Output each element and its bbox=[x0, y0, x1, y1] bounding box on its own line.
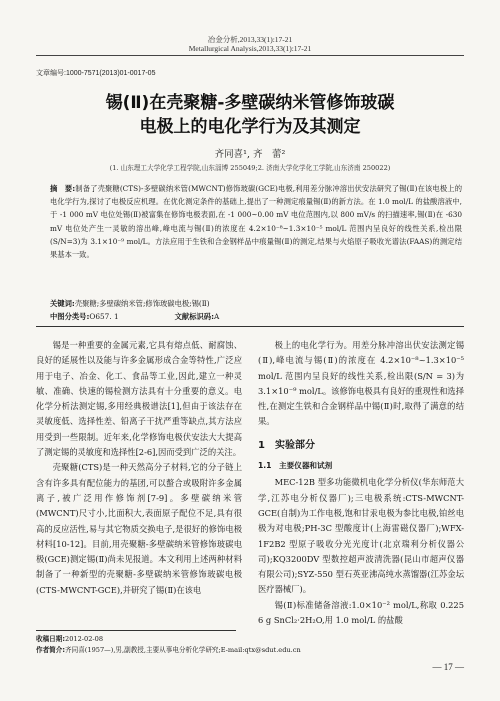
keywords-text: 壳聚糖;多壁碳纳米管;修饰玻碳电极;锡(Ⅱ) bbox=[74, 299, 210, 308]
intro-paragraph-3: 极上的电化学行为。用差分脉冲溶出伏安法测定锡(Ⅱ),峰电流与锡(Ⅱ)的浓度在 4.2×10⁻⁸~1.3×10⁻⁵ mol/L 范围内呈良好的线性关系,检出限(S/N = 3)为 3.1×10⁻⁹ mol/L。该修饰电极具有良好的重现性和选择性,在测定生铁和合金钢样品中锡(Ⅱ)时,取得了满意的结果。 bbox=[258, 340, 464, 427]
header-rule bbox=[36, 55, 464, 56]
abstract bbox=[50, 182, 462, 261]
author-bio-label: 作者简介: bbox=[36, 646, 66, 654]
section-heading-experimental: 1 实验部分 bbox=[258, 439, 315, 451]
doc-code-label: 文献标识码: bbox=[174, 312, 215, 321]
left-column bbox=[36, 338, 242, 598]
journal-header-line1: 冶金分析,2013,33(1):17-21 bbox=[207, 35, 293, 44]
affiliations: (1. 山东理工大学化学工程学院,山东淄博 255049;2. 济南大学化学化工学院,山东济南 250022) bbox=[109, 164, 391, 172]
article-number: 文章编号:1000-7571(2013)01-0017-05 bbox=[36, 70, 156, 77]
authors: 齐同喜¹, 齐 蕾² bbox=[214, 149, 286, 160]
classification-line bbox=[50, 312, 462, 322]
intro-paragraph-2: 壳聚糖(CTS)是一种天然高分子材料,它的分子链上含有许多具有配位能力的基团,可以螯合或吸附许多金属离子,被广泛用作修饰剂[7-9]。多壁碳纳米管(MWCNT)尺寸小,比面积大,表面原子配位不足,具有很高的反应活性,易与其它物质交换电子,是很好的修饰电极材料[10-12]。目前,用壳聚糖-多壁碳纳米管修饰玻碳电极(GCE)测定锡(Ⅱ)尚未见报道。本文利用上述两种材料制备了一种新型的壳聚糖-多壁碳纳米管修饰玻碳电极(CTS-MWCNT-GCE),并研究了锡(Ⅱ)在该电 bbox=[36, 462, 242, 595]
clc-value: O657. 1 bbox=[89, 312, 119, 321]
footnote-received bbox=[36, 634, 466, 645]
keywords bbox=[50, 298, 462, 310]
instruments-paragraph: MEC-12B 型多功能微机电化学分析仪(华东师范大学,江苏电分析仪器厂);三电极系统:CTS-MWCNT-GCE(自制)为工作电极,饱和甘汞电极为参比电极,铂丝电极为对电极;PH-3C 型酸度计(上海雷磁仪器厂);WFX-1F2B2 型原子吸收分光光度计(北京瑞利分析仪器公司);KQ3200DV 型数控超声波清洗器(昆山市超声仪器有限公司);SYZ-550 型石英亚沸高纯水蒸馏器(江苏金坛医疗器械厂)。 bbox=[258, 477, 464, 595]
page-number: — 17 — bbox=[432, 662, 464, 672]
abstract-label: 摘 要: bbox=[50, 184, 76, 193]
doc-code-value: A bbox=[214, 312, 220, 321]
keywords-label: 关键词: bbox=[50, 299, 75, 308]
intro-paragraph-1: 锡是一种重要的金属元素,它具有熔点低、耐腐蚀、良好的延展性以及能与许多金属形成合金等特性,广泛应用于电子、冶金、化工、食品等工业,因此,建立一种灵敏、准确、快速的锡检测方法具有十分重要的意义。电化学分析法测定锡,多用经典极谱法[1],但由于该法存在灵敏度低、选择性差、铅离子干扰严重等缺点,其方法应用受到一些限制。近年来,化学修饰电极伏安法大大提高了测定锡的灵敏度和选择性[2-6],因而受到广泛的关注。 bbox=[36, 340, 242, 458]
title-line-1: 锡(Ⅱ)在壳聚糖-多壁碳纳米管修饰玻碳 bbox=[105, 93, 395, 113]
subsection-heading-instruments: 1.1 主要仪器和试剂 bbox=[258, 461, 333, 471]
journal-header-line2: Metallurgical Analysis,2013,33(1):17-21 bbox=[188, 44, 312, 53]
clc-label: 中图分类号: bbox=[50, 312, 90, 321]
section-divider bbox=[36, 326, 464, 327]
footnote-rule bbox=[36, 630, 236, 631]
reagents-paragraph: 锡(Ⅱ)标准储备溶液:1.0×10⁻² mol/L,称取 0.225 6 g SnCl₂·2H₂O,用 1.0 mol/L 的盐酸 bbox=[258, 599, 464, 626]
received-label: 收稿日期: bbox=[36, 635, 66, 643]
received-date: 2012-02-08 bbox=[65, 635, 104, 643]
abstract-text: 制备了壳聚糖(CTS)-多壁碳纳米管(MWCNT)修饰玻碳(GCE)电极,利用差分脉冲溶出伏安法研究了锡(Ⅱ)在该电极上的电化学行为,探讨了电极反应机理。在优化测定条件的基础上,提出了一种测定痕量锡(Ⅱ)的新方法。在 1.0 mol/L 的盐酸溶液中,于 -1 000 mV 电位处锡(Ⅱ)被富集在修饰电极表面,在 -1 000~0.00 mV 电位范围内,以 800 mV/s 的扫描速率,锡(Ⅱ)在 -630 mV 电位处产生一灵敏的溶出峰,峰电流与锡(Ⅱ)的浓度在 4.2×10⁻⁸~1.3×10⁻⁵ mol/L 范围内呈良好的线性关系,检出限(S/N=3)为 3.1×10⁻⁹ mol/L。方法应用于生铁和合金钢样品中痕量锡(Ⅱ)的测定,结果与火焰原子吸收光谱法(FAAS)的测定结果基本一致。 bbox=[50, 184, 462, 260]
right-column bbox=[258, 338, 464, 628]
footnote-author bbox=[36, 645, 466, 656]
title-line-2: 电极上的电化学行为及其测定 bbox=[139, 117, 361, 137]
author-bio: 齐同喜(1957—),男,副教授,主要从事电分析化学研究;E-mail:qtx@sdut.edu.cn bbox=[65, 646, 301, 654]
